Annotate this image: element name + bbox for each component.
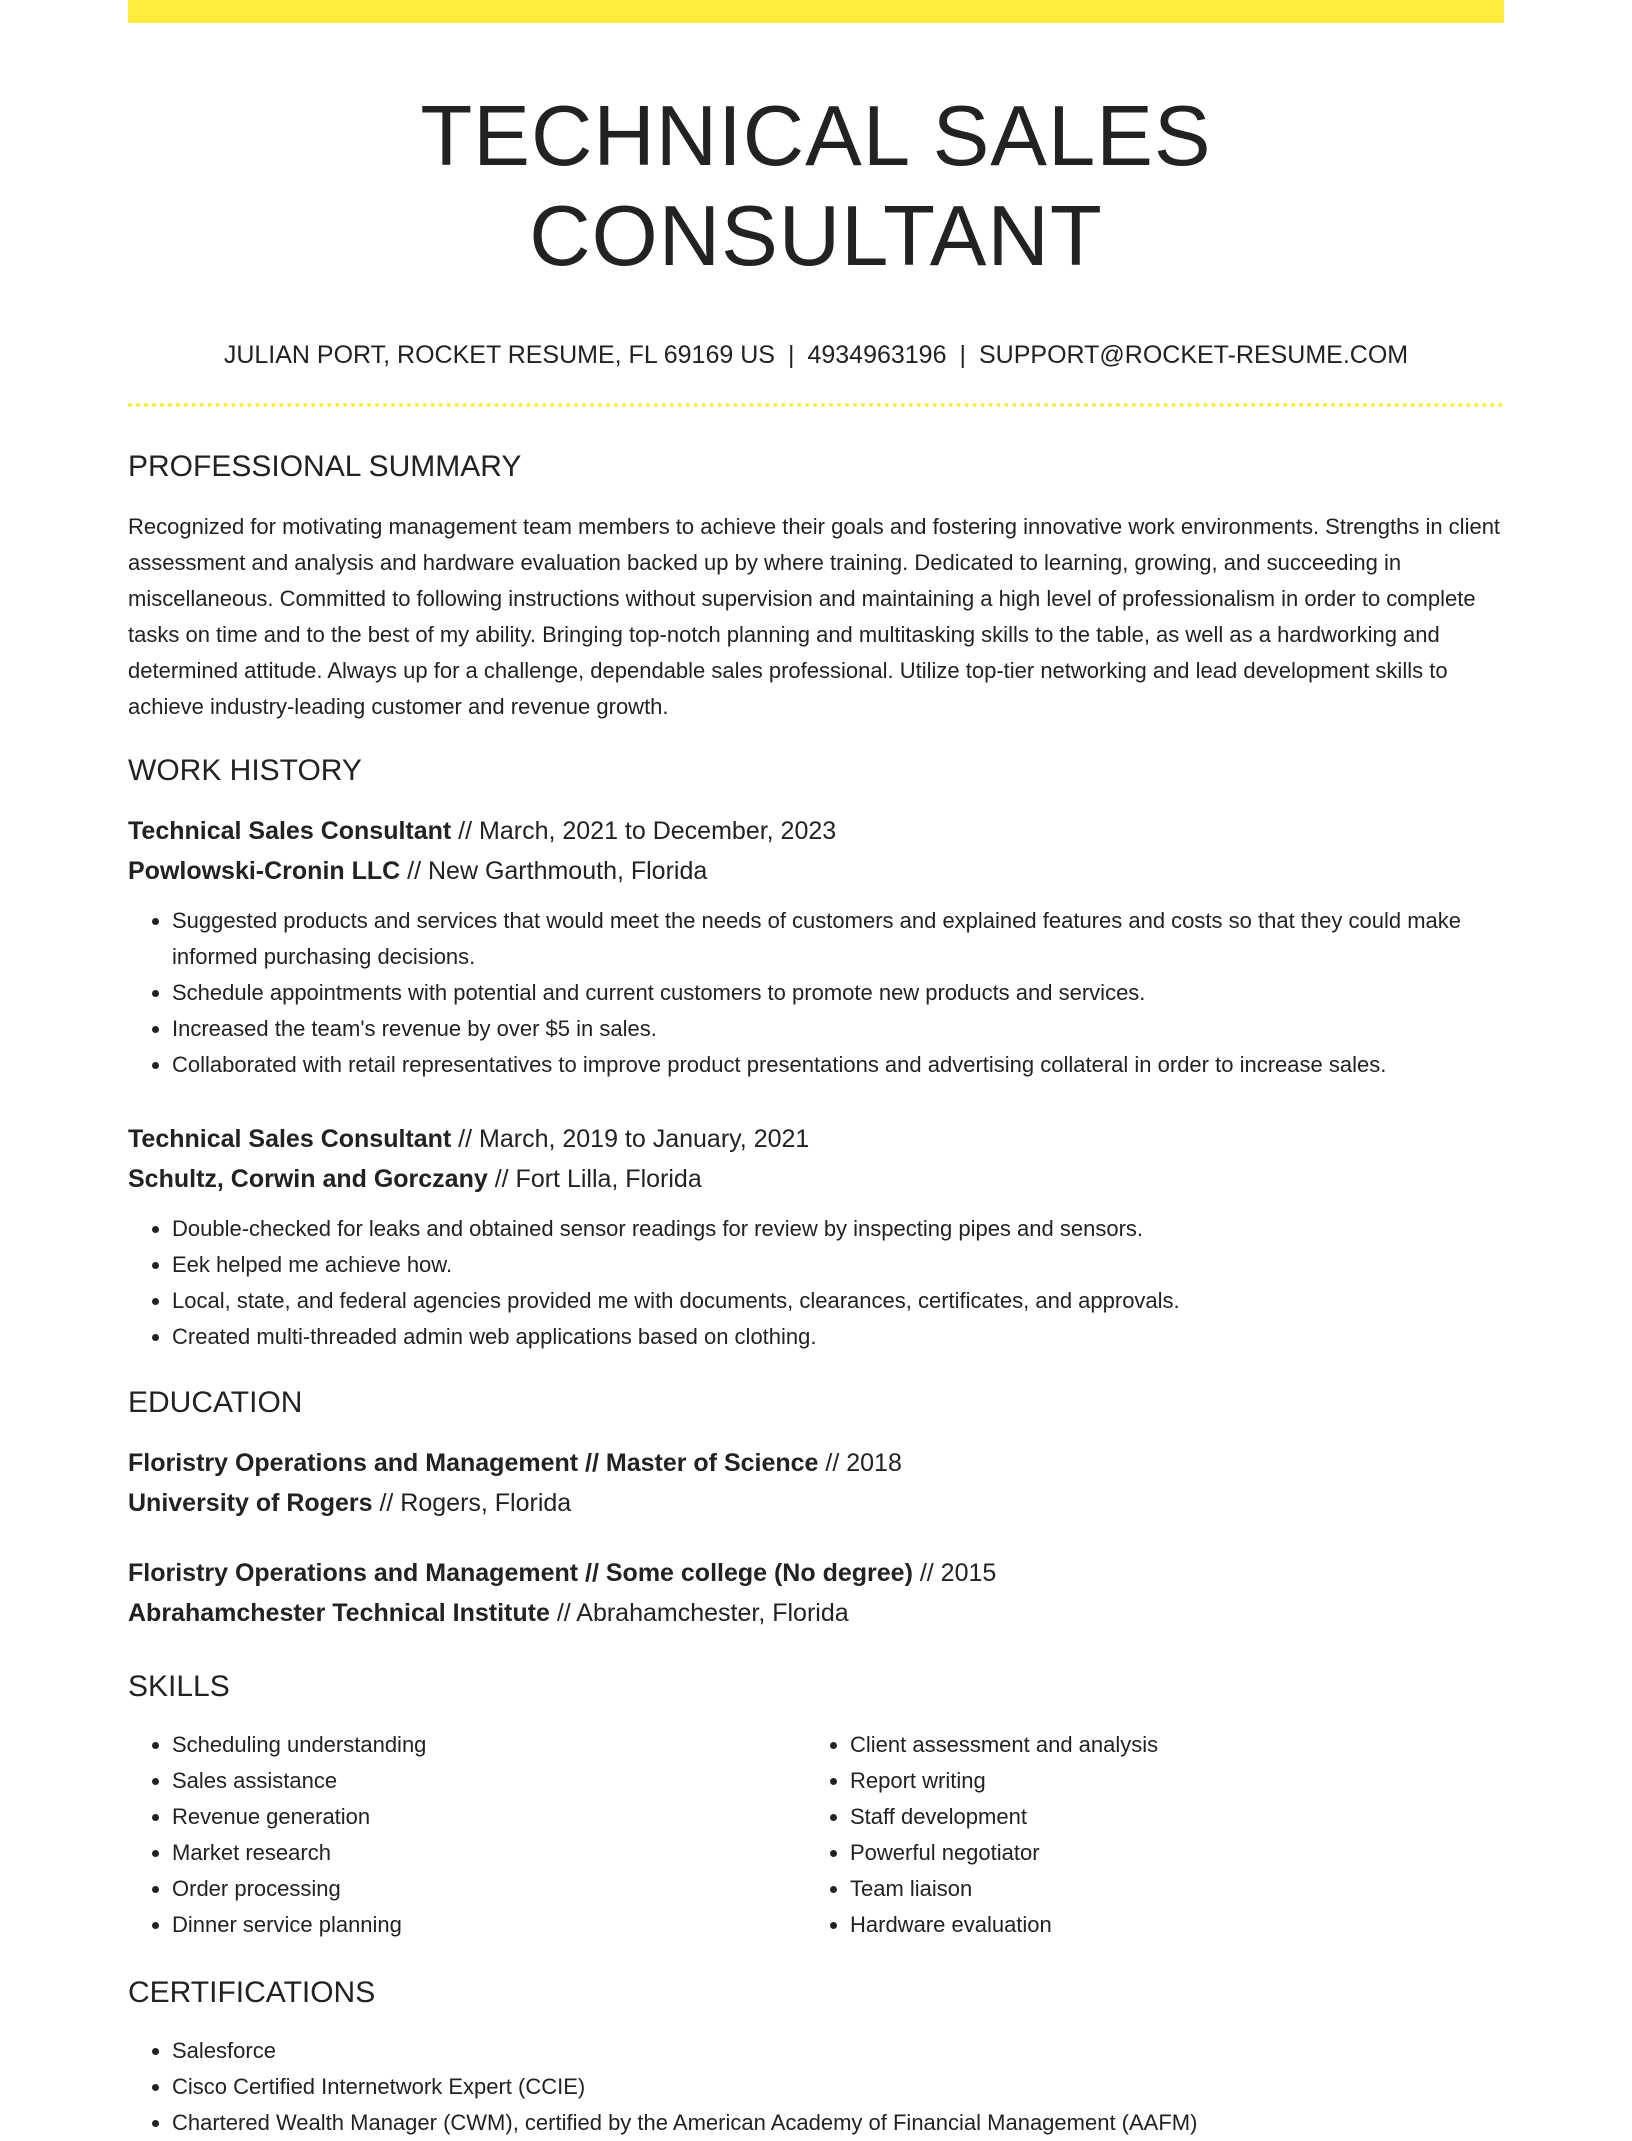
list-item: • Report writing bbox=[850, 1763, 1484, 1799]
job-location: // Fort Lilla, Florida bbox=[487, 1165, 702, 1193]
job-company-line bbox=[128, 1159, 1504, 1199]
list-item: • Chartered Wealth Manager (CWM), certified by the American Academy of Financial Management (AAFM) bbox=[172, 2105, 1504, 2141]
job-role: Technical Sales Consultant bbox=[128, 817, 452, 845]
list-item: • Local, state, and federal agencies provided me with documents, clearances, certificates, and approvals. bbox=[172, 1283, 1504, 1319]
list-item: • Market research bbox=[172, 1835, 806, 1871]
education-entry bbox=[128, 1553, 1504, 1633]
contact-address: JULIAN PORT, ROCKET RESUME, FL 69169 US bbox=[223, 341, 775, 369]
job-role: Technical Sales Consultant bbox=[128, 1125, 452, 1153]
section-title-summary: PROFESSIONAL SUMMARY bbox=[128, 450, 522, 483]
list-item: • Client assessment and analysis bbox=[850, 1727, 1484, 1763]
section-title-skills: SKILLS bbox=[128, 1670, 230, 1703]
education-school: Abrahamchester Technical Institute bbox=[128, 1599, 550, 1627]
education-location: // Abrahamchester, Florida bbox=[549, 1599, 849, 1627]
education-entry bbox=[128, 1443, 1504, 1523]
education-year: // 2018 bbox=[818, 1449, 902, 1477]
section-title-work-history: WORK HISTORY bbox=[128, 754, 362, 787]
resume-title: TECHNICAL SALES CONSULTANT bbox=[420, 89, 1212, 284]
list-item: • Dinner service planning bbox=[172, 1907, 806, 1943]
list-item: • Hardware evaluation bbox=[850, 1907, 1484, 1943]
education-degree: Floristry Operations and Management // Master of Science bbox=[128, 1449, 819, 1477]
list-item: • Salesforce bbox=[172, 2033, 1504, 2069]
education-school-line bbox=[128, 1483, 1504, 1523]
section-title-education: EDUCATION bbox=[128, 1386, 303, 1419]
contact-email: SUPPORT@ROCKET-RESUME.COM bbox=[979, 341, 1409, 369]
contact-separator: | bbox=[787, 341, 795, 369]
certifications-list bbox=[128, 2033, 1504, 2141]
job-role-line bbox=[128, 811, 1504, 851]
job-entry bbox=[128, 1119, 1504, 1355]
job-location: // New Garthmouth, Florida bbox=[400, 857, 708, 885]
education-location: // Rogers, Florida bbox=[372, 1489, 572, 1517]
job-company-line bbox=[128, 851, 1504, 891]
list-item: • Double-checked for leaks and obtained sensor readings for review by inspecting pipes and sensors. bbox=[172, 1211, 1504, 1247]
list-item: • Scheduling understanding bbox=[172, 1727, 806, 1763]
summary-text: Recognized for motivating management team members to achieve their goals and fostering innovative work environments. Strengths in client assessment and analysis and hardware evaluation backed up by where training. Dedicated to learning, growing, and succeeding in miscellaneous. Committed to following instructions without supervision and maintaining a high level of professionalism in order to complete tasks on time and to the best of my ability. Bringing top-notch planning and multitasking skills to the table, as well as a hardworking and determined attitude. Always up for a challenge, dependable sales professional. Utilize top-tier networking and lead development skills to achieve industry-leading customer and revenue growth. bbox=[128, 514, 1501, 719]
list-item: • Staff development bbox=[850, 1799, 1484, 1835]
skills-columns bbox=[128, 1727, 1504, 1943]
list-item: • Increased the team's revenue by over $5 in sales. bbox=[172, 1011, 1504, 1047]
section-title-certifications: CERTIFICATIONS bbox=[128, 1976, 376, 2009]
skills-list-left bbox=[128, 1727, 806, 1943]
list-item: • Revenue generation bbox=[172, 1799, 806, 1835]
list-item: • Eek helped me achieve how. bbox=[172, 1247, 1504, 1283]
education-school: University of Rogers bbox=[128, 1489, 373, 1517]
list-item: • Created multi-threaded admin web applications based on clothing. bbox=[172, 1319, 1504, 1355]
education-school-line bbox=[128, 1593, 1504, 1633]
accent-top-bar bbox=[128, 0, 1504, 23]
job-company: Powlowski-Cronin LLC bbox=[128, 857, 401, 885]
job-bullets bbox=[128, 903, 1504, 1083]
education-degree-line bbox=[128, 1443, 1504, 1483]
education-year: // 2015 bbox=[912, 1559, 997, 1587]
contact-separator: | bbox=[959, 341, 966, 369]
resume-page bbox=[128, 0, 1504, 2141]
job-bullets bbox=[128, 1211, 1504, 1355]
list-item: • Sales assistance bbox=[172, 1763, 806, 1799]
job-entry bbox=[128, 811, 1504, 1083]
list-item: • Collaborated with retail representatives to improve product presentations and advertising collateral in order to increase sales. bbox=[172, 1047, 1504, 1083]
contact-phone: 4934963196 bbox=[807, 341, 947, 369]
dotted-divider bbox=[128, 403, 1504, 407]
list-item: • Powerful negotiator bbox=[850, 1835, 1484, 1871]
contact-line bbox=[128, 339, 1504, 371]
list-item: • Suggested products and services that would meet the needs of customers and explained features and costs so that they could make informed purchasing decisions. bbox=[172, 903, 1504, 975]
list-item: • Team liaison bbox=[850, 1871, 1484, 1907]
list-item: • Schedule appointments with potential and current customers to promote new products and services. bbox=[172, 975, 1504, 1011]
skills-list-right bbox=[806, 1727, 1484, 1943]
list-item: • Order processing bbox=[172, 1871, 806, 1907]
job-role-line bbox=[128, 1119, 1504, 1159]
job-dates: // March, 2019 to January, 2021 bbox=[451, 1125, 810, 1153]
job-company: Schultz, Corwin and Gorczany bbox=[128, 1165, 488, 1193]
list-item: • Cisco Certified Internetwork Expert (CCIE) bbox=[172, 2069, 1504, 2105]
job-dates: // March, 2021 to December, 2023 bbox=[451, 817, 837, 845]
education-degree-line bbox=[128, 1553, 1504, 1593]
education-degree: Floristry Operations and Management // Some college (No degree) bbox=[128, 1559, 913, 1587]
